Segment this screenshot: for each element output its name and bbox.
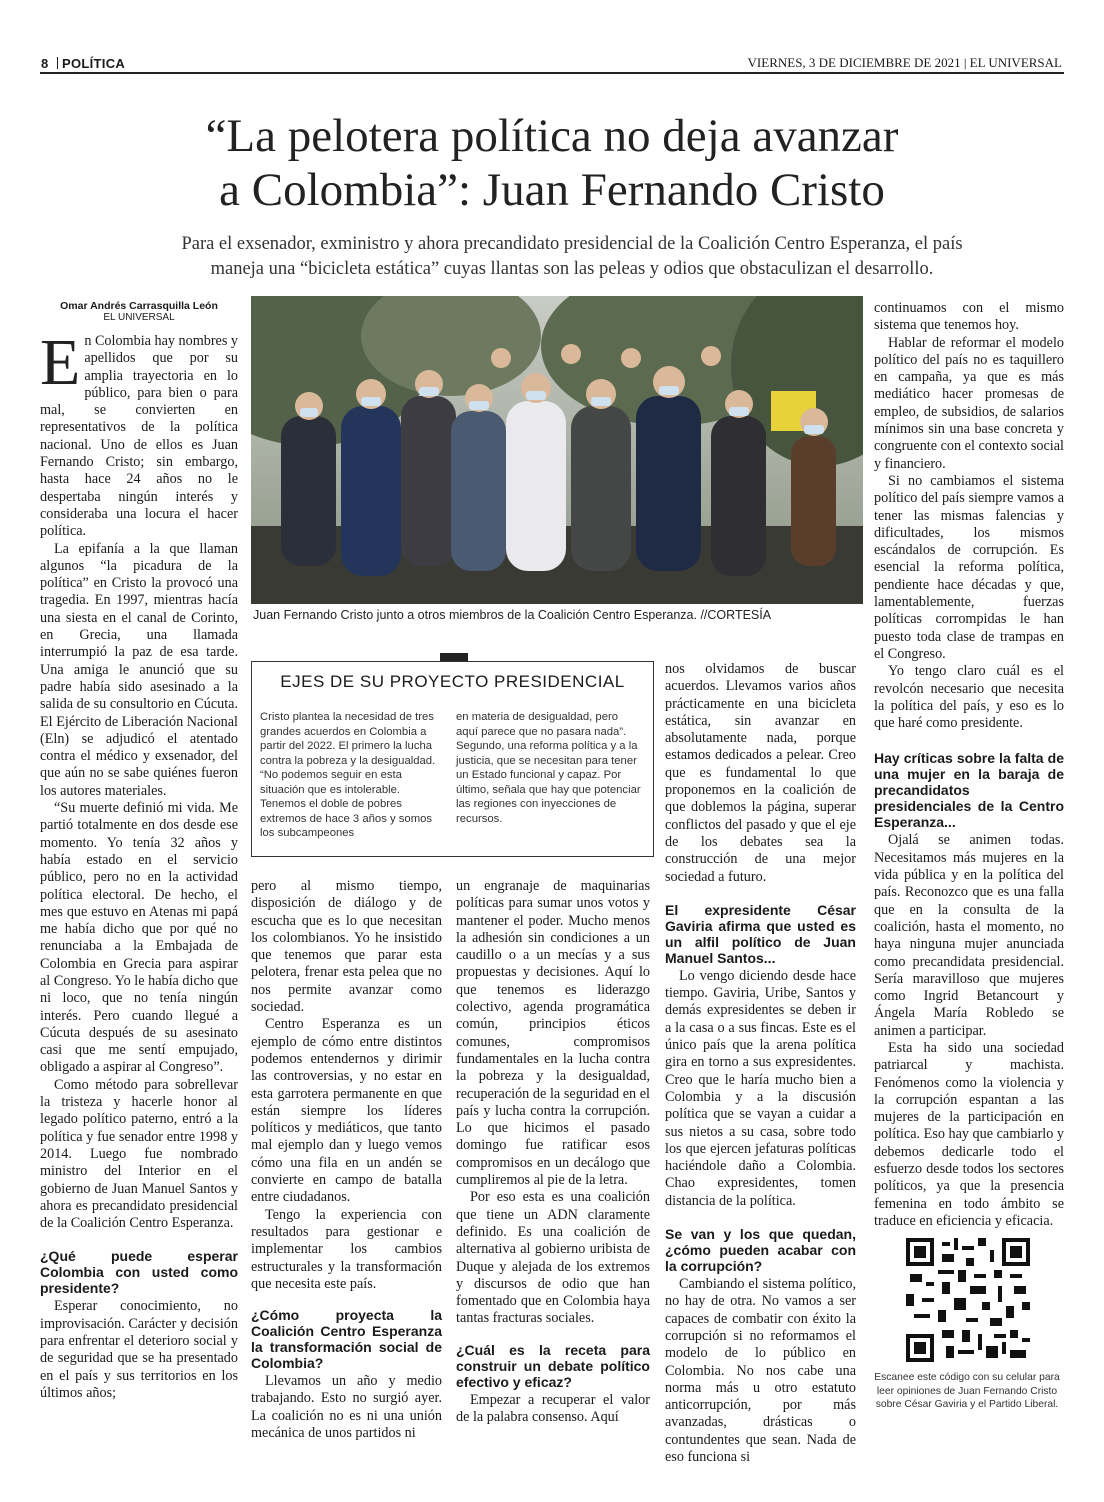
deck-line-1: Para el exsenador, exministro y ahora precandidato presidencial de la Coalición Centro Esperanza, el país xyxy=(181,234,963,254)
paragraph: Llevamos un año y medio trabajando. Esto no surgió ayer. La coalición no es ni una unión mecánica de unos partidos ni xyxy=(251,1373,442,1442)
header-divider xyxy=(57,57,58,69)
paragraph: Esta ha sido una sociedad patriarcal y machista. Fenómenos como la violencia y la corrupción espantan a las mujeres de la participación en política. Eso hay que cambiarlo y debemos dedicarle todo el esfuerzo desde todos los sectores políticos, ya que la presencia femenina en todo ámbito se traduce en eficiencia y eficacia. xyxy=(874,1039,1064,1229)
paragraph: Ojalá se animen todas. Necesitamos más mujeres en la vida pública y en la política del país. Reconozco que es una falla que en la consulta de la coalición, hasta el momento, no haya ninguna mujer anunciada como precandidata presidencial. Sería maravilloso que mujeres como Ingrid Betancourt y Ángela María Robledo se animen a participar. xyxy=(874,832,1064,1039)
drop-cap: E xyxy=(40,326,81,399)
sidebar-box xyxy=(251,661,654,857)
paragraph: Hablar de reformar el modelo político del país no es taquillero en campaña, ya que es más mediático hacer promesas de empleo, de subsidios, de salarios mínimos sin una base concreta y congruente con el contexto social y financiero. xyxy=(874,334,1064,472)
author-outlet: EL UNIVERSAL xyxy=(103,312,175,323)
qr-caption: Escanee este código con su celular para leer opiniones de Juan Fernando Cristo sobre César Gaviria y el Partido Liberal. xyxy=(874,1372,1060,1410)
page-number: 8 xyxy=(41,56,49,71)
paragraph: Si no cambiamos el sistema político del país siempre vamos a tener las mismas falencias y dificultades, los mismos escándalos de corrupción. Es esencial la reforma política, pendiente hace décadas y que, lamentablemente, fuerzas políticas corrompidas le han puesto toda clase de trampas en el Congreso. xyxy=(874,472,1064,662)
qr-code-icon[interactable] xyxy=(906,1238,1030,1362)
photo-caption: Juan Fernando Cristo junto a otros miembros de la Coalición Centro Esperanza. //CORTESÍA xyxy=(253,608,772,622)
header-rule xyxy=(40,72,1064,74)
headline-line-2: a Colombia”: Juan Fernando Cristo xyxy=(219,164,885,216)
question-heading: ¿Cómo proyecta la Coalición Centro Esperanza la transformación social de Colombia? xyxy=(251,1307,442,1372)
sidebar-box-text-right: en materia de desigualdad, pero aquí parece que no pasara nada”. Segundo, una reforma política y a la justicia, que se necesitan para tener un Estado funcional y capaz. Por último, señala que hay que potenciar las regiones con inyecciones de recursos. xyxy=(456,711,641,825)
section-label: POLÍTICA xyxy=(62,56,126,71)
paragraph: Lo vengo diciendo desde hace tiempo. Gaviria, Uribe, Santos y demás expresidentes se deben ir a la casa o a sus fincas. Este es el único país que la arena política gira en torno a sus expresidentes. Creo que le haría mucho bien a Colombia y a la discusión política que se vayan a cuidar a sus nietos a su casa, sobre todo los que ejercen jefaturas políticas haciéndole daño a Colombia. Chao expresidentes, tomen distancia de la política. xyxy=(665,967,856,1209)
paragraph: Tengo la experiencia con resultados para gestionar e implementar los cambios estructurales y la transformación que necesita este país. xyxy=(251,1206,442,1292)
question-heading: Se van y los que quedan, ¿cómo pueden acabar con la corrupción? xyxy=(665,1226,856,1275)
column-5 xyxy=(874,300,1064,1230)
paragraph: La epifanía a la que llaman algunos “la picadura de la política” en Cristo la provocó una tragedia. En 1997, mientras hacía una siesta en el canal de Corinto, en Grecia, una llamada interrumpió la paz de esa tarde. Una amiga le anunció que su padre había sido asesinado a la salida de su consultorio en Cúcuta. El Ejército de Liberación Nacional (Eln) se adjudicó el atentado contra el médico y exsenador, del que aún no se sabe quiénes fueron los autores materiales. xyxy=(40,540,238,799)
paragraph: “Su muerte definió mi vida. Me partió totalmente en dos desde ese momento. Yo tenía 32 años y había estado en el servicio público, pero no en la actividad política electoral. De hecho, el mes que estuvo en Atenas mi papá me había dicho que por qué no renunciaba a la Embajada de Colombia en Grecia para aspirar al Congreso. Yo le había dicho que ni loco, que no tenía ningún interés. Pero cuando llegué a Cúcuta después de su asesinato casi que me sentí empujado, obligado a aspirar al Congreso”. xyxy=(40,800,238,1076)
column-4 xyxy=(665,661,856,1466)
headline-line-1: “La pelotera política no deja avanzar xyxy=(205,110,899,162)
column-2 xyxy=(251,878,442,1442)
paragraph: Centro Esperanza es un ejemplo de cómo entre distintos podemos entendernos y dirimir las controversias, y no estar en esta garrotera permanente en que están siempre los líderes políticos y mediáticos, que tanto mal ejemplo dan y luego vemos cómo una fila en un andén se convierte en campo de batalla entre ciudadanos. xyxy=(251,1016,442,1206)
paragraph: pero al mismo tiempo, disposición de diálogo y de escucha que es lo que necesitan los colombianos. Yo he insistido que tenemos que parar esta pelotera, frenar esta pelea que no nos permite avanzar como sociedad. xyxy=(251,878,442,1016)
sidebar-box-tab xyxy=(440,653,468,661)
question-heading: Hay críticas sobre la falta de una mujer en la baraja de precandidatos presidenciales de la Centro Esperanza... xyxy=(874,750,1064,831)
sidebar-box-text-left: Cristo plantea la necesidad de tres grandes acuerdos en Colombia a partir del 2022. El primero la lucha contra la pobreza y la desigualdad. “No podemos seguir en esta situación que es intolerable. Tenemos el doble de pobres extremos de hace 3 años y somos los subcampeones xyxy=(260,711,436,839)
paragraph: Cambiando el sistema político, no hay de otra. No vamos a ser capaces de combatir con éxito la corrupción si no reformamos el modelo de lo público en Colombia. No nos cabe una norma más u otro estatuto anticorrupción, por más avanzadas, drásticas o contundentes que sean. Nada de eso funciona si xyxy=(665,1276,856,1465)
column-3 xyxy=(456,878,650,1426)
group-photo xyxy=(251,296,863,604)
paragraph: Como método para sobrellevar la tristeza y hacerle honor al legado político paterno, entró a la política y fue senador entre 1998 y 2014. Luego fue nombrado ministro del Interior en el gobierno de Juan Manuel Santos y ahora es precandidato presidencial de la Coalición Centro Esperanza. xyxy=(40,1076,238,1232)
paragraph: Yo tengo claro cuál es el revolcón necesario que necesita la política del país, y eso es lo que haré como presidente. xyxy=(874,663,1064,732)
column-1 xyxy=(40,300,238,1402)
question-heading: El expresidente César Gaviria afirma que usted es un alfil político de Juan Manuel Santos... xyxy=(665,901,856,966)
question-heading: ¿Cuál es la receta para construir un debate político efectivo y eficaz? xyxy=(456,1341,650,1390)
sidebar-box-title: EJES DE SU PROYECTO PRESIDENCIAL xyxy=(280,672,625,691)
author-name: Omar Andrés Carrasquilla León xyxy=(60,300,218,312)
paragraph: nos olvidamos de buscar acuerdos. Llevamos varios años prácticamente en una bicicleta estática, sin avanzar en absolutamente nada, porque estamos dedicados a pelear. Creo que es fundamental lo que proponemos en la coalición de que doblemos la página, superar conflictos del pasado y que el eje de los debates sea la construcción de una mejor sociedad a futuro. xyxy=(665,661,856,885)
question-heading: ¿Qué puede esperar Colombia con usted como presidente? xyxy=(40,1248,238,1297)
paragraph: n Colombia hay nombres y apellidos que por su amplia trayectoria en lo público, para bien o para mal, se convierten en representativos de la política nacional. Uno de ellos es Juan Fernando Cristo; sin embargo, hasta hace 24 años no le despertaba ningún interés y consideraba una locura el hacer política. xyxy=(40,333,239,540)
paragraph: continuamos con el mismo sistema que tenemos hoy. xyxy=(874,300,1064,334)
paragraph: Empezar a recuperar el valor de la palabra consenso. Aquí xyxy=(456,1391,650,1426)
deck-line-2: maneja una “bicicleta estática” cuyas llantas son las peleas y odios que obstaculizan el desarrollo. xyxy=(210,259,934,279)
paragraph: un engranaje de maquinarias políticas para sumar unos votos y mantener el poder. Mucho menos la adhesión sin condiciones a un caudillo o a un mecías y a sus propuestas y decisiones. Aquí lo que tenemos es liderazgo colectivo, agenda programática común, principios éticos comunes, compromisos fundamentales en la lucha contra la pobreza y la desigualdad, recuperación de la seguridad en el país y lucha contra la corrupción. Lo que hicimos el pasado domingo fue ratificar esos compromisos en un decálogo que cumpliremos al pie de la letra. xyxy=(456,878,650,1189)
date-paper: VIERNES, 3 DE DICIEMBRE DE 2021 | EL UNIVERSAL xyxy=(747,55,1062,70)
paragraph: Esperar conocimiento, no improvisación. Carácter y decisión para enfrentar el deterioro social y de seguridad que se ha presentado en el país y sus territorios en los últimos años; xyxy=(40,1298,238,1401)
paragraph: Por eso esta es una coalición que tiene un ADN claramente definido. Es una coalición de alternativa al gobierno uribista de Duque y alejada de los extremos y discursos de odio que han fomentado que en Colombia haya tantas fracturas sociales. xyxy=(456,1189,650,1327)
